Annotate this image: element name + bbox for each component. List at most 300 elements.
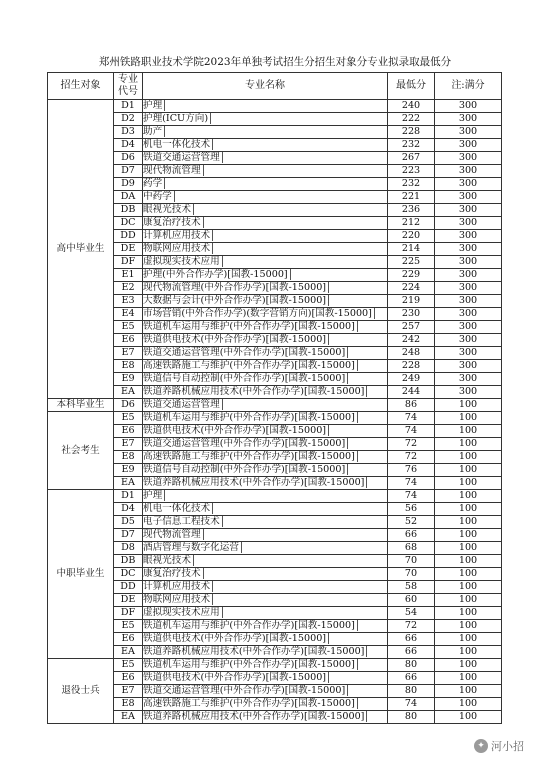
full-score: 300 [435, 308, 502, 321]
major-name-cell [143, 139, 388, 152]
major-name: 铁道交通运营管理(中外合作办学)[国教-15000] [143, 685, 348, 696]
full-score: 100 [435, 711, 502, 724]
min-score: 248 [388, 347, 435, 360]
table-row [48, 555, 502, 568]
table-row [48, 191, 502, 204]
major-name: 铁道养路机械应用技术(中外合作办学)[国教-15000] [143, 711, 367, 722]
major-name-cell [143, 191, 388, 204]
major-name-cell [143, 633, 388, 646]
min-score: 232 [388, 139, 435, 152]
major-code: E5 [114, 321, 143, 334]
min-score: 74 [388, 412, 435, 425]
table-row [48, 243, 502, 256]
major-name: 机电一体化技术 [143, 503, 213, 514]
major-name-cell [143, 581, 388, 594]
full-score: 100 [435, 490, 502, 503]
major-name-cell [143, 490, 388, 503]
full-score: 100 [435, 438, 502, 451]
major-code: DD [114, 581, 143, 594]
table-row [48, 217, 502, 230]
min-score: 68 [388, 542, 435, 555]
major-code: DF [114, 607, 143, 620]
min-score: 244 [388, 386, 435, 399]
major-name-cell [143, 347, 388, 360]
major-name: 铁道机车运用与维护(中外合作办学)[国教-15000] [143, 659, 358, 670]
major-code: DE [114, 243, 143, 256]
major-code: D6 [114, 399, 143, 412]
major-name-cell [143, 516, 388, 529]
min-score: 76 [388, 464, 435, 477]
header-target: 招生对象 [48, 73, 114, 100]
min-score: 225 [388, 256, 435, 269]
major-name: 铁道交通运营管理 [143, 399, 223, 410]
table-row [48, 607, 502, 620]
major-name: 铁道供电技术(中外合作办学)[国教-15000] [143, 633, 329, 644]
major-name-cell [143, 672, 388, 685]
major-name: 铁道交通运营管理(中外合作办学)[国教-15000] [143, 438, 348, 449]
major-name: 高速铁路施工与维护(中外合作办学)[国教-15000] [143, 360, 358, 371]
major-code: EA [114, 386, 143, 399]
min-score: 74 [388, 477, 435, 490]
major-name-cell [143, 542, 388, 555]
major-name: 高速铁路施工与维护(中外合作办学)[国教-15000] [143, 698, 358, 709]
major-name: 护理 [143, 100, 165, 111]
full-score: 300 [435, 204, 502, 217]
major-name-cell [143, 295, 388, 308]
major-code: E1 [114, 269, 143, 282]
table-row [48, 620, 502, 633]
table-row [48, 568, 502, 581]
major-name-cell [143, 646, 388, 659]
full-score: 300 [435, 152, 502, 165]
major-code: E9 [114, 373, 143, 386]
major-name: 高速铁路施工与维护(中外合作办学)[国教-15000] [143, 451, 358, 462]
min-score: 221 [388, 191, 435, 204]
major-code: D4 [114, 503, 143, 516]
min-score: 86 [388, 399, 435, 412]
min-score: 229 [388, 269, 435, 282]
major-name-cell [143, 594, 388, 607]
table-row [48, 204, 502, 217]
major-name-cell [143, 230, 388, 243]
major-name: 电子信息工程技术 [143, 516, 223, 527]
full-score: 100 [435, 594, 502, 607]
full-score: 300 [435, 178, 502, 191]
major-code: DE [114, 594, 143, 607]
table-row [48, 529, 502, 542]
full-score: 300 [435, 100, 502, 113]
major-code: E7 [114, 685, 143, 698]
min-score: 257 [388, 321, 435, 334]
full-score: 300 [435, 165, 502, 178]
table-row [48, 386, 502, 399]
wechat-icon: ✦ [474, 739, 488, 753]
major-code: D7 [114, 529, 143, 542]
major-name: 虚拟现实技术应用 [143, 607, 223, 618]
table-row [48, 503, 502, 516]
table-row [48, 646, 502, 659]
major-code: D3 [114, 126, 143, 139]
major-code: DC [114, 568, 143, 581]
table-row [48, 542, 502, 555]
major-name: 眼视光技术 [143, 204, 194, 215]
table-row [48, 178, 502, 191]
major-name: 护理(ICU方向) [143, 113, 211, 124]
major-code: E7 [114, 347, 143, 360]
major-name-cell [143, 620, 388, 633]
major-code: E6 [114, 334, 143, 347]
min-score: 223 [388, 165, 435, 178]
major-code: D8 [114, 542, 143, 555]
major-name: 物联网应用技术 [143, 594, 213, 605]
min-score: 70 [388, 568, 435, 581]
major-name: 计算机应用技术 [143, 581, 213, 592]
full-score: 100 [435, 399, 502, 412]
full-score: 100 [435, 581, 502, 594]
major-code: E2 [114, 282, 143, 295]
major-name: 铁道养路机械应用技术(中外合作办学)[国教-15000] [143, 386, 367, 397]
watermark [474, 738, 524, 754]
major-code: DB [114, 555, 143, 568]
min-score: 212 [388, 217, 435, 230]
full-score: 100 [435, 568, 502, 581]
table-row [48, 230, 502, 243]
min-score: 54 [388, 607, 435, 620]
major-name: 虚拟现实技术应用 [143, 256, 223, 267]
major-code: D7 [114, 165, 143, 178]
table-row [48, 100, 502, 113]
full-score: 300 [435, 191, 502, 204]
min-score: 74 [388, 490, 435, 503]
header-major: 专业名称 [143, 73, 388, 100]
full-score: 300 [435, 282, 502, 295]
major-name: 现代物流管理(中外合作办学)[国教-15000] [143, 282, 329, 293]
min-score: 80 [388, 685, 435, 698]
major-name: 康复治疗技术 [143, 568, 204, 579]
min-score: 72 [388, 438, 435, 451]
major-name-cell [143, 165, 388, 178]
table-row [48, 685, 502, 698]
table-row [48, 633, 502, 646]
major-name: 铁道信号自动控制(中外合作办学)[国教-15000] [143, 373, 348, 384]
major-name: 铁道信号自动控制(中外合作办学)[国教-15000] [143, 464, 348, 475]
full-score: 100 [435, 633, 502, 646]
major-name-cell [143, 178, 388, 191]
min-score: 80 [388, 659, 435, 672]
major-name-cell [143, 711, 388, 724]
full-score: 300 [435, 295, 502, 308]
group-name: 高中毕业生 [48, 100, 114, 399]
major-name-cell [143, 282, 388, 295]
major-name-cell [143, 308, 388, 321]
major-code: EA [114, 711, 143, 724]
major-name: 铁道机车运用与维护(中外合作办学)[国教-15000] [143, 620, 358, 631]
major-name-cell [143, 360, 388, 373]
group-name: 社会考生 [48, 412, 114, 490]
major-name: 计算机应用技术 [143, 230, 213, 241]
table-row [48, 516, 502, 529]
major-name-cell [143, 334, 388, 347]
full-score: 100 [435, 555, 502, 568]
min-score: 219 [388, 295, 435, 308]
min-score: 224 [388, 282, 435, 295]
major-code: D9 [114, 178, 143, 191]
major-code: EA [114, 646, 143, 659]
major-code: D5 [114, 516, 143, 529]
full-score: 300 [435, 360, 502, 373]
major-code: D1 [114, 490, 143, 503]
min-score: 242 [388, 334, 435, 347]
table-row [48, 399, 502, 412]
full-score: 100 [435, 503, 502, 516]
min-score: 72 [388, 620, 435, 633]
major-name-cell [143, 607, 388, 620]
major-code: D2 [114, 113, 143, 126]
major-code: E5 [114, 659, 143, 672]
group-name: 中职毕业生 [48, 490, 114, 659]
major-name: 护理(中外合作办学)[国教-15000] [143, 269, 291, 280]
major-code: D6 [114, 152, 143, 165]
full-score: 100 [435, 607, 502, 620]
table-row [48, 412, 502, 425]
major-name: 眼视光技术 [143, 555, 194, 566]
full-score: 100 [435, 646, 502, 659]
table-row [48, 581, 502, 594]
min-score: 80 [388, 711, 435, 724]
major-name: 中药学 [143, 191, 175, 202]
full-score: 100 [435, 464, 502, 477]
major-code: E7 [114, 438, 143, 451]
major-name-cell [143, 321, 388, 334]
full-score: 300 [435, 347, 502, 360]
full-score: 100 [435, 698, 502, 711]
full-score: 100 [435, 659, 502, 672]
major-code: DD [114, 230, 143, 243]
page-title: 郑州铁路职业技术学院2023年单独考试招生分招生对象分专业拟录取最低分 [98, 56, 452, 68]
major-name-cell [143, 425, 388, 438]
min-score: 74 [388, 698, 435, 711]
min-score: 230 [388, 308, 435, 321]
full-score: 100 [435, 685, 502, 698]
table-row [48, 113, 502, 126]
table-row [48, 256, 502, 269]
major-name-cell [143, 243, 388, 256]
major-code: DC [114, 217, 143, 230]
major-name-cell [143, 464, 388, 477]
table-row [48, 373, 502, 386]
major-name-cell [143, 555, 388, 568]
major-name-cell [143, 373, 388, 386]
header-min-score: 最低分 [388, 73, 435, 100]
table-row [48, 711, 502, 724]
major-name: 现代物流管理 [143, 529, 204, 540]
major-code: DA [114, 191, 143, 204]
major-code: E8 [114, 698, 143, 711]
major-name-cell [143, 256, 388, 269]
major-name-cell [143, 399, 388, 412]
table-row [48, 594, 502, 607]
major-name-cell [143, 659, 388, 672]
full-score: 300 [435, 373, 502, 386]
major-name-cell [143, 477, 388, 490]
table-row [48, 438, 502, 451]
min-score: 72 [388, 451, 435, 464]
major-name: 现代物流管理 [143, 165, 204, 176]
major-name-cell [143, 529, 388, 542]
table-row [48, 659, 502, 672]
table-row [48, 477, 502, 490]
min-score: 232 [388, 178, 435, 191]
full-score: 300 [435, 334, 502, 347]
table-row [48, 698, 502, 711]
min-score: 66 [388, 633, 435, 646]
table-row [48, 269, 502, 282]
full-score: 300 [435, 269, 502, 282]
major-name-cell [143, 100, 388, 113]
min-score: 66 [388, 672, 435, 685]
major-name-cell [143, 451, 388, 464]
min-score: 56 [388, 503, 435, 516]
min-score: 214 [388, 243, 435, 256]
major-name: 护理 [143, 490, 165, 501]
major-name-cell [143, 113, 388, 126]
major-code: E6 [114, 633, 143, 646]
header-full-score: 注:满分 [435, 73, 502, 100]
full-score: 300 [435, 230, 502, 243]
full-score: 100 [435, 477, 502, 490]
table-row [48, 451, 502, 464]
major-code: D4 [114, 139, 143, 152]
group-name: 本科毕业生 [48, 399, 114, 412]
min-score: 52 [388, 516, 435, 529]
major-name-cell [143, 568, 388, 581]
major-code: E9 [114, 464, 143, 477]
major-name: 铁道机车运用与维护(中外合作办学)[国教-15000] [143, 321, 358, 332]
major-code: EA [114, 477, 143, 490]
min-score: 58 [388, 581, 435, 594]
min-score: 222 [388, 113, 435, 126]
major-code: E6 [114, 425, 143, 438]
table-row [48, 347, 502, 360]
major-code: DF [114, 256, 143, 269]
table-row [48, 464, 502, 477]
major-name: 大数据与会计(中外合作办学)[国教-15000] [143, 295, 329, 306]
min-score: 228 [388, 360, 435, 373]
table-row [48, 295, 502, 308]
major-name-cell [143, 503, 388, 516]
major-name: 铁道养路机械应用技术(中外合作办学)[国教-15000] [143, 477, 367, 488]
min-score: 70 [388, 555, 435, 568]
full-score: 100 [435, 451, 502, 464]
major-name: 助产 [143, 126, 165, 137]
major-name: 铁道交通运营管理(中外合作办学)[国教-15000] [143, 347, 348, 358]
full-score: 300 [435, 217, 502, 230]
major-code: E8 [114, 451, 143, 464]
major-name: 铁道养路机械应用技术(中外合作办学)[国教-15000] [143, 646, 367, 657]
full-score: 100 [435, 672, 502, 685]
full-score: 300 [435, 243, 502, 256]
major-name-cell [143, 126, 388, 139]
major-name: 铁道供电技术(中外合作办学)[国教-15000] [143, 334, 329, 345]
min-score: 228 [388, 126, 435, 139]
full-score: 300 [435, 386, 502, 399]
major-code: E6 [114, 672, 143, 685]
full-score: 300 [435, 321, 502, 334]
full-score: 100 [435, 620, 502, 633]
major-name-cell [143, 269, 388, 282]
major-code: E8 [114, 360, 143, 373]
major-name: 铁道供电技术(中外合作办学)[国教-15000] [143, 672, 329, 683]
full-score: 100 [435, 412, 502, 425]
min-score: 267 [388, 152, 435, 165]
major-name-cell [143, 412, 388, 425]
table-row [48, 321, 502, 334]
major-name: 药学 [143, 178, 165, 189]
full-score: 300 [435, 256, 502, 269]
full-score: 300 [435, 113, 502, 126]
score-table [47, 72, 502, 724]
major-code: E4 [114, 308, 143, 321]
major-name: 铁道交通运营管理 [143, 152, 223, 163]
min-score: 66 [388, 646, 435, 659]
major-name-cell [143, 217, 388, 230]
major-name-cell [143, 152, 388, 165]
min-score: 66 [388, 529, 435, 542]
major-code: DB [114, 204, 143, 217]
major-name: 康复治疗技术 [143, 217, 204, 228]
major-name-cell [143, 386, 388, 399]
min-score: 74 [388, 425, 435, 438]
table-row [48, 282, 502, 295]
full-score: 100 [435, 516, 502, 529]
min-score: 236 [388, 204, 435, 217]
table-row [48, 165, 502, 178]
major-code: E5 [114, 620, 143, 633]
table-row [48, 425, 502, 438]
table-row [48, 490, 502, 503]
full-score: 100 [435, 542, 502, 555]
major-name-cell [143, 204, 388, 217]
full-score: 100 [435, 425, 502, 438]
table-row [48, 334, 502, 347]
major-name-cell [143, 685, 388, 698]
full-score: 300 [435, 126, 502, 139]
major-name: 物联网应用技术 [143, 243, 213, 254]
table-row [48, 139, 502, 152]
table-row [48, 308, 502, 321]
table-row [48, 672, 502, 685]
min-score: 220 [388, 230, 435, 243]
table-row [48, 126, 502, 139]
table-row [48, 152, 502, 165]
table-body [48, 100, 502, 724]
major-name: 铁道供电技术(中外合作办学)[国教-15000] [143, 425, 329, 436]
watermark-text: 河小招 [491, 740, 524, 753]
table-row [48, 360, 502, 373]
min-score: 249 [388, 373, 435, 386]
min-score: 240 [388, 100, 435, 113]
major-name: 酒店管理与数字化运营 [143, 542, 242, 553]
header-code: 专业代号 [114, 73, 143, 100]
major-code: E5 [114, 412, 143, 425]
group-name: 退役士兵 [48, 659, 114, 724]
min-score: 60 [388, 594, 435, 607]
major-code: D1 [114, 100, 143, 113]
major-name: 铁道机车运用与维护(中外合作办学)[国教-15000] [143, 412, 358, 423]
full-score: 100 [435, 529, 502, 542]
full-score: 300 [435, 139, 502, 152]
table-header-row [48, 73, 502, 100]
